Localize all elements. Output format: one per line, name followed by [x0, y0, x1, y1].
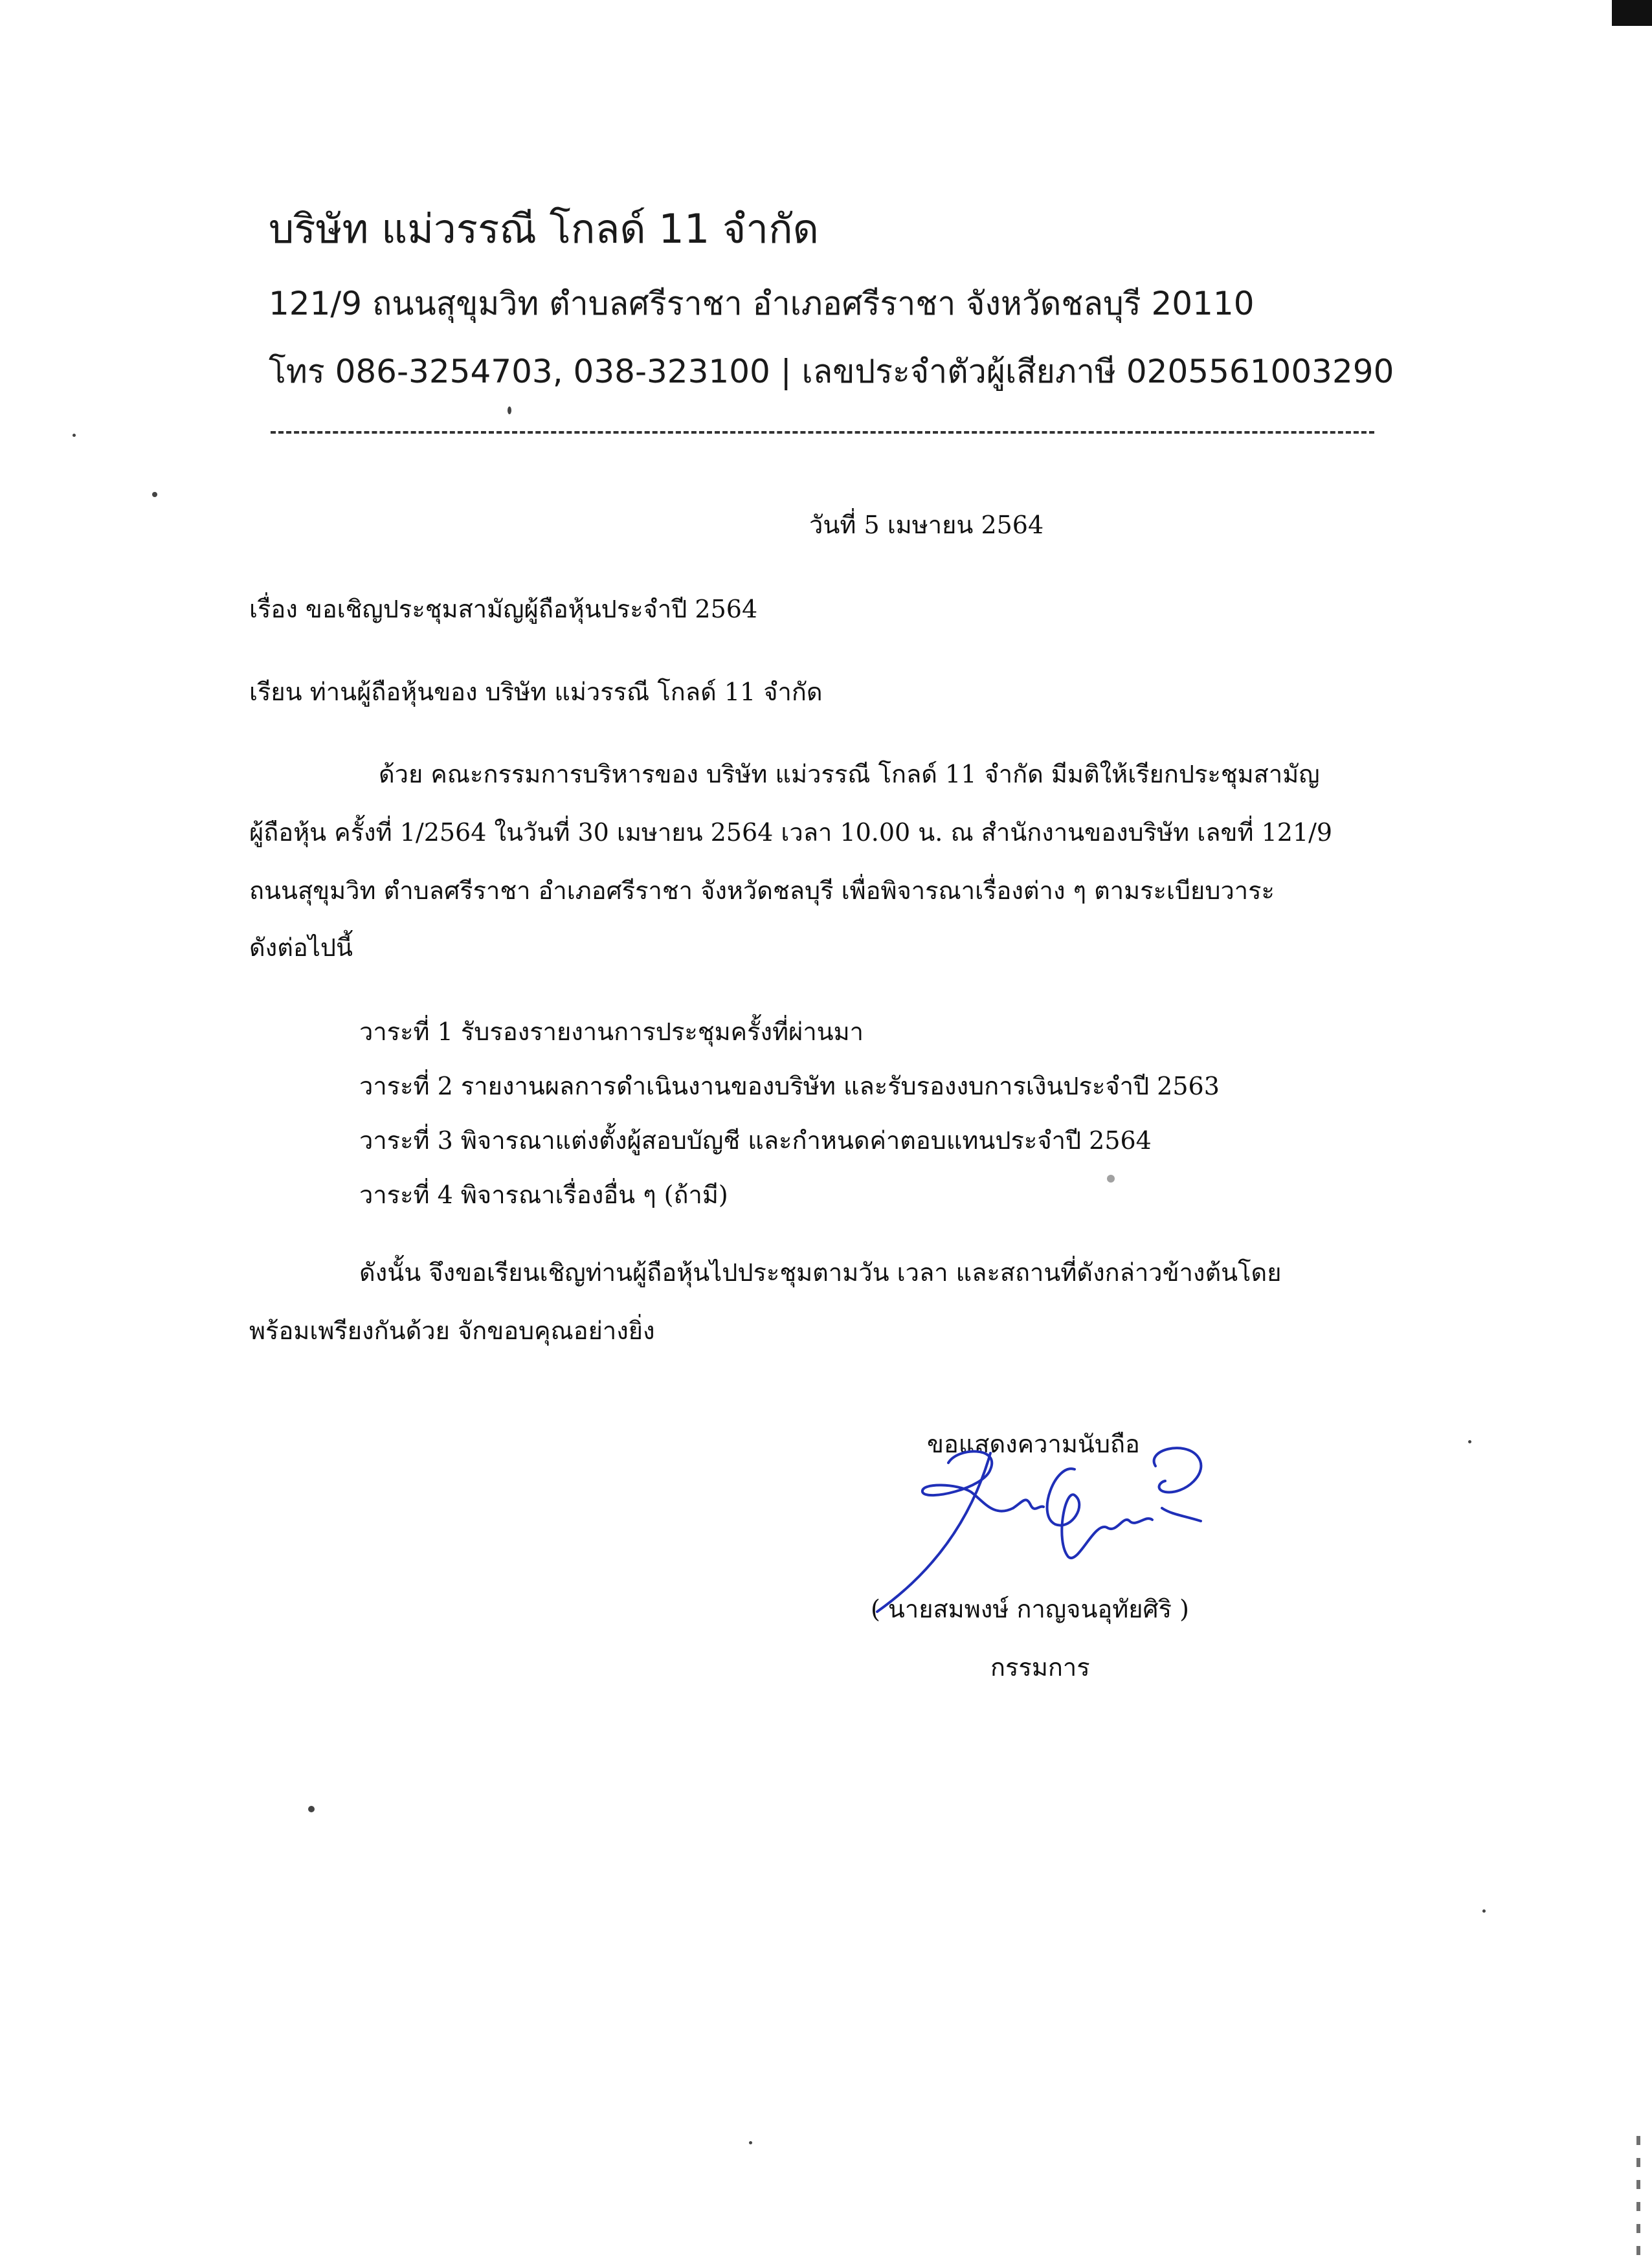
body-line: ด้วย คณะกรรมการบริหารของ บริษัท แม่วรรณี โกลด์ 11 จำกัด มีมติให้เรียกประชุมสามัญ — [379, 760, 1320, 788]
closing-regards: ขอแสดงความนับถือ — [927, 1430, 1140, 1458]
signer-name: ( นายสมพงษ์ กาญจนอุทัยศิริ ) — [871, 1595, 1189, 1623]
letter-date: วันที่ 5 เมษายน 2564 — [809, 511, 1044, 539]
agenda-list — [359, 1005, 1220, 1222]
company-name: บริษัท แม่วรรณี โกลด์ 11 จำกัด — [269, 205, 819, 252]
scan-edge-artifact — [1636, 2136, 1640, 2268]
closing-line: ดังนั้น จึงขอเรียนเชิญท่านผู้ถือหุ้นไปประชุมตามวัน เวลา และสถานที่ดังกล่าวข้างต้นโดย — [359, 1258, 1282, 1287]
company-address: 121/9 ถนนสุขุมวิท ตำบลศรีราชา อำเภอศรีราชา จังหวัดชลบุรี 20110 — [269, 285, 1255, 322]
scan-speck — [508, 406, 511, 414]
scan-speck — [1482, 1909, 1486, 1913]
signer-position: กรรมการ — [990, 1653, 1090, 1682]
letter-subject: เรื่อง ขอเชิญประชุมสามัญผู้ถือหุ้นประจำปี 2564 — [249, 595, 758, 623]
scan-speck — [73, 434, 76, 437]
company-contact: โทร 086-3254703, 038-323100 | เลขประจำตัวผู้เสียภาษี 0205561003290 — [269, 353, 1394, 390]
scan-speck — [749, 2141, 752, 2144]
letterhead-divider — [271, 431, 1374, 434]
body-line: ถนนสุขุมวิท ตำบลศรีราชา อำเภอศรีราชา จังหวัดชลบุรี เพื่อพิจารณาเรื่องต่าง ๆ ตามระเบียบวาระ — [249, 876, 1275, 905]
agenda-item: วาระที่ 3 พิจารณาแต่งตั้งผู้สอบบัญชี และกำหนดค่าตอบแทนประจำปี 2564 — [359, 1126, 1152, 1155]
agenda-item: วาระที่ 2 รายงานผลการดำเนินงานของบริษัท และรับรองงบการเงินประจำปี 2563 — [359, 1072, 1220, 1100]
closing-line: พร้อมเพรียงกันด้วย จักขอบคุณอย่างยิ่ง — [249, 1317, 655, 1345]
agenda-item: วาระที่ 1 รับรองรายงานการประชุมครั้งที่ผ่านมา — [359, 1017, 864, 1046]
scan-speck — [152, 492, 157, 497]
agenda-item: วาระที่ 4 พิจารณาเรื่องอื่น ๆ (ถ้ามี) — [359, 1181, 728, 1209]
body-line: ผู้ถือหุ้น ครั้งที่ 1/2564 ในวันที่ 30 เมษายน 2564 เวลา 10.00 น. ณ สำนักงานของบริษัท เลขที่ 121/9 — [249, 818, 1333, 847]
scan-speck — [1468, 1440, 1471, 1443]
scan-speck — [308, 1806, 315, 1812]
scan-corner-mark — [1612, 0, 1652, 26]
body-line: ดังต่อไปนี้ — [249, 933, 353, 962]
letter-addressee: เรียน ท่านผู้ถือหุ้นของ บริษัท แม่วรรณี โกลด์ 11 จำกัด — [249, 678, 823, 706]
